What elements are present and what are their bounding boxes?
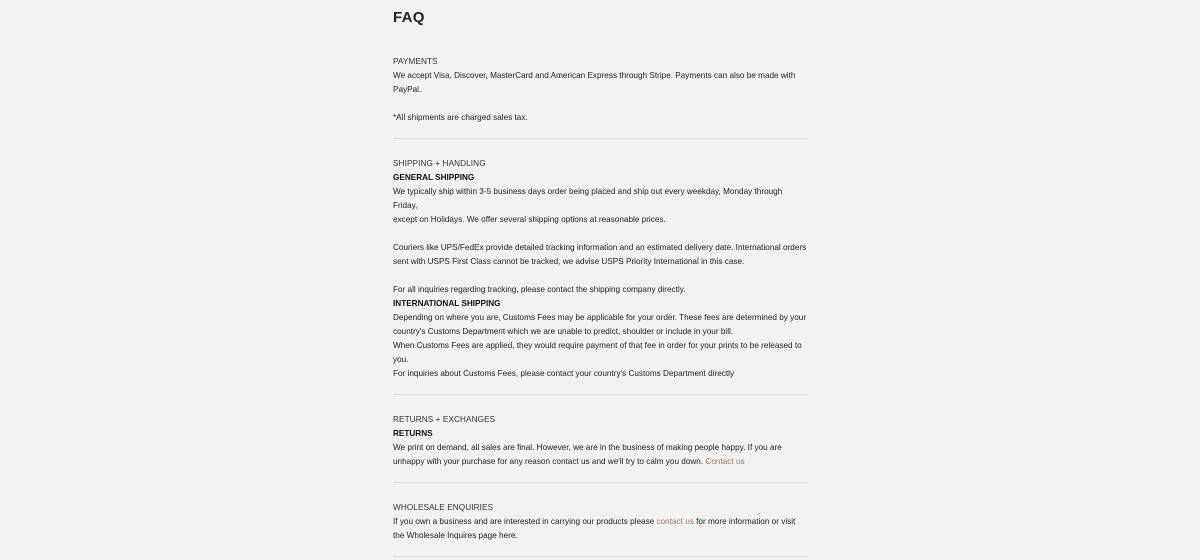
paragraph: Depending on where you are, Customs Fees may be applicable for your order. These fees are determined by your	[393, 313, 807, 322]
paragraph: except on Holidays. We offer several shipping options at reasonable prices.	[393, 215, 666, 224]
paragraph: For inquiries about Customs Fees, please contact your country's Customs Department directly	[393, 369, 735, 378]
subsection-title: RETURNS	[393, 429, 433, 438]
section-title: SHIPPING + HANDLING	[393, 159, 486, 168]
paragraph: you.	[393, 355, 409, 364]
section-title: PAYMENTS	[393, 57, 438, 66]
paragraph: For all inquiries regarding tracking, please contact the shipping company directly.	[393, 285, 686, 294]
paragraph	[393, 515, 808, 529]
paragraph	[393, 455, 808, 469]
paragraph-text: for more information or visit	[696, 517, 796, 526]
paragraph: the Wholesale Inquires page here.	[393, 531, 518, 540]
faq-section-returns	[393, 395, 808, 483]
faq-section-shipping	[393, 139, 808, 395]
section-title: WHOLESALE ENQUIRIES	[393, 503, 494, 512]
paragraph: We accept Visa, Discover, MasterCard and American Express through Stripe. Payments can also be made with	[393, 71, 796, 80]
paragraph-text: If you own a business and are interested in carrying our products please	[393, 517, 655, 526]
faq-section-wholesale	[393, 483, 808, 557]
paragraph: PayPal.	[393, 85, 422, 94]
paragraph-text: unhappy with your purchase for any reason contact us and we'll try to calm you down.	[393, 457, 704, 466]
paragraph: sent with USPS First Class cannot be tracked, we advise USPS Priority International in this case.	[393, 257, 745, 266]
page-title: FAQ	[393, 9, 425, 26]
contact-us-link[interactable]: contact us	[656, 517, 694, 526]
subsection-title: GENERAL SHIPPING	[393, 173, 475, 182]
paragraph: *All shipments are charged sales tax.	[393, 113, 528, 122]
contact-us-link[interactable]: Contact us	[705, 457, 745, 466]
faq-content	[393, 0, 808, 557]
paragraph: country's Customs Department which we are unable to predict, shoulder or include in your bill.	[393, 327, 734, 336]
faq-section-payments	[393, 38, 808, 139]
paragraph: Couriers like UPS/FedEx provide detailed tracking information and an estimated delivery date. International orders	[393, 243, 807, 252]
paragraph: We typically ship within 3-5 business days order being placed and ship out every weekday, Monday through Friday,	[393, 187, 783, 210]
paragraph: We print on demand, all sales are final. However, we are in the business of making people happy. If you are	[393, 443, 782, 452]
paragraph: When Customs Fees are applied, they would require payment of that fee in order for your prints to be released to	[393, 341, 802, 350]
section-title: RETURNS + EXCHANGES	[393, 415, 496, 424]
subsection-title: INTERNATIONAL SHIPPING	[393, 299, 501, 308]
